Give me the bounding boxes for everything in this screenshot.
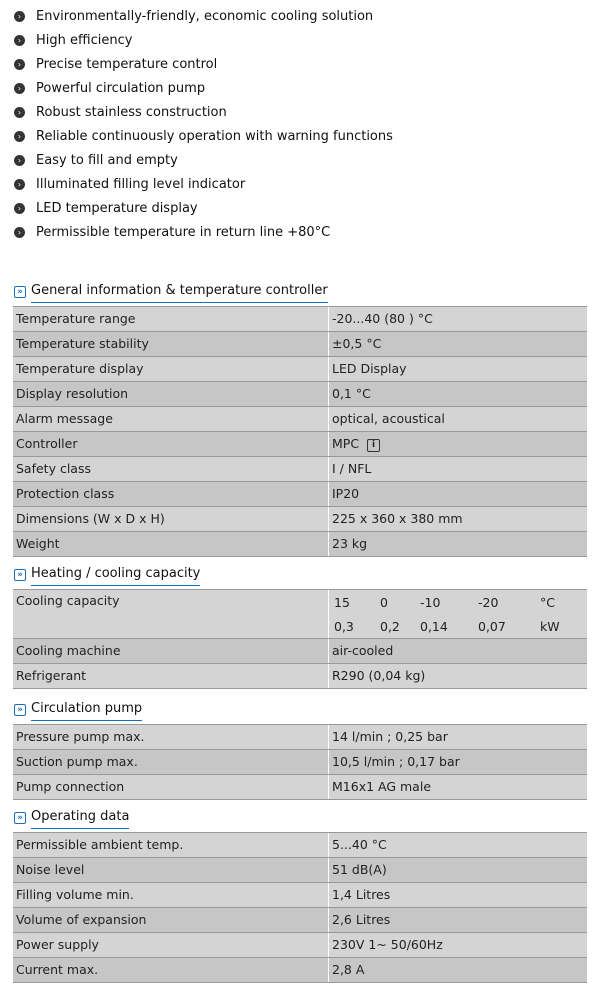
- feature-text: Easy to fill and empty: [36, 152, 178, 168]
- row-label: Temperature stability: [13, 332, 329, 356]
- table-row: [13, 532, 587, 557]
- section-title: Circulation pump: [31, 701, 142, 721]
- row-label: Cooling capacity: [13, 590, 329, 638]
- row-label: Temperature range: [13, 307, 329, 331]
- row-label: Current max.: [13, 958, 329, 982]
- capacity-temp: 0: [380, 595, 388, 610]
- circle-arrow-icon: ›: [14, 131, 25, 142]
- table-row: [13, 883, 587, 908]
- table-row: [13, 507, 587, 532]
- section-header[interactable]: [13, 699, 587, 721]
- row-value: -20...40 (80 ) °C: [332, 311, 433, 326]
- square-arrow-icon: »: [14, 704, 26, 716]
- circle-arrow-icon: ›: [14, 83, 25, 94]
- circle-arrow-icon: ›: [14, 35, 25, 46]
- table-row: [13, 750, 587, 775]
- feature-text: LED temperature display: [36, 200, 198, 216]
- row-label: Power supply: [13, 933, 329, 957]
- list-item: [14, 124, 584, 148]
- capacity-temp-unit: °C: [540, 595, 555, 610]
- list-item: [14, 52, 584, 76]
- row-label: Controller: [13, 432, 329, 456]
- row-label: Temperature display: [13, 357, 329, 381]
- row-label: Permissible ambient temp.: [13, 833, 329, 857]
- row-label: Volume of expansion: [13, 908, 329, 932]
- circle-arrow-icon: ›: [14, 107, 25, 118]
- table-row: [13, 382, 587, 407]
- circle-arrow-icon: ›: [14, 179, 25, 190]
- circle-arrow-icon: ›: [14, 227, 25, 238]
- capacity-temp: 15: [334, 595, 350, 610]
- section-header[interactable]: [13, 807, 587, 829]
- row-label: Cooling machine: [13, 639, 329, 663]
- table-row: [13, 590, 587, 639]
- spec-table: [13, 306, 587, 557]
- list-item: [14, 100, 584, 124]
- square-arrow-icon: »: [14, 812, 26, 824]
- row-label: Pump connection: [13, 775, 329, 799]
- feature-text: Illuminated filling level indicator: [36, 176, 246, 192]
- table-row: [13, 357, 587, 382]
- list-item: [14, 172, 584, 196]
- feature-text: Robust stainless construction: [36, 104, 227, 120]
- row-value: I / NFL: [332, 461, 372, 476]
- operating-data-section: [13, 807, 587, 983]
- spec-table: [13, 832, 587, 983]
- row-label: Weight: [13, 532, 329, 556]
- row-value-cell: [329, 432, 587, 456]
- feature-text: High efficiency: [36, 32, 133, 48]
- table-row: [13, 958, 587, 983]
- capacity-power: 0,07: [478, 619, 506, 634]
- table-row: [13, 432, 587, 457]
- row-value: 1,4 Litres: [332, 887, 391, 902]
- row-label: Suction pump max.: [13, 750, 329, 774]
- row-label: Protection class: [13, 482, 329, 506]
- row-value: 10,5 l/min ; 0,17 bar: [332, 754, 460, 769]
- row-value: 14 l/min ; 0,25 bar: [332, 729, 448, 744]
- capacity-power: 0,14: [420, 619, 448, 634]
- capacity-power: 0,3: [334, 619, 354, 634]
- table-row: [13, 725, 587, 750]
- table-row: [13, 457, 587, 482]
- feature-list: [14, 4, 584, 244]
- spec-table: [13, 724, 587, 800]
- table-row: [13, 833, 587, 858]
- row-label: Filling volume min.: [13, 883, 329, 907]
- row-value: 0,1 °C: [332, 386, 371, 401]
- capacity-powers: [329, 614, 587, 638]
- circle-arrow-icon: ›: [14, 155, 25, 166]
- row-label: Refrigerant: [13, 664, 329, 688]
- section-header[interactable]: [13, 564, 587, 586]
- row-label: Safety class: [13, 457, 329, 481]
- row-value: ±0,5 °C: [332, 336, 382, 351]
- section-title: General information & temperature controller: [31, 283, 328, 303]
- row-value: optical, acoustical: [332, 411, 445, 426]
- capacity-temp: -20: [478, 595, 499, 610]
- row-value: LED Display: [332, 361, 407, 376]
- table-row: [13, 307, 587, 332]
- info-icon[interactable]: i: [367, 439, 380, 452]
- row-label: Dimensions (W x D x H): [13, 507, 329, 531]
- circle-arrow-icon: ›: [14, 59, 25, 70]
- feature-text: Permissible temperature in return line +80°C: [36, 224, 331, 240]
- row-label: Display resolution: [13, 382, 329, 406]
- row-value: 5...40 °C: [332, 837, 387, 852]
- cooling-capacity-grid: [329, 590, 587, 638]
- row-value: 230V 1~ 50/60Hz: [332, 937, 443, 952]
- row-value: air-cooled: [332, 643, 394, 658]
- circulation-pump-section: [13, 699, 587, 800]
- list-item: [14, 76, 584, 100]
- table-row: [13, 664, 587, 689]
- list-item: [14, 196, 584, 220]
- row-value: 2,8 A: [332, 962, 365, 977]
- row-label: Noise level: [13, 858, 329, 882]
- table-row: [13, 407, 587, 432]
- circle-arrow-icon: ›: [14, 203, 25, 214]
- capacity-power: 0,2: [380, 619, 400, 634]
- row-value: R290 (0,04 kg): [332, 668, 426, 683]
- spec-table: [13, 589, 587, 689]
- feature-text: Precise temperature control: [36, 56, 218, 72]
- feature-text: Environmentally-friendly, economic cooling solution: [36, 8, 374, 24]
- list-item: [14, 28, 584, 52]
- table-row: [13, 482, 587, 507]
- list-item: [14, 148, 584, 172]
- row-value: 2,6 Litres: [332, 912, 391, 927]
- row-label: Pressure pump max.: [13, 725, 329, 749]
- general-info-section: [13, 281, 587, 557]
- row-value: 51 dB(A): [332, 862, 387, 877]
- capacity-power-unit: kW: [540, 619, 560, 634]
- feature-text: Powerful circulation pump: [36, 80, 206, 96]
- row-value: IP20: [332, 486, 360, 501]
- list-item: [14, 4, 584, 28]
- feature-text: Reliable continuously operation with warning functions: [36, 128, 393, 144]
- row-value: 225 x 360 x 380 mm: [332, 511, 463, 526]
- table-row: [13, 908, 587, 933]
- row-value: MPC: [332, 436, 360, 451]
- row-label: Alarm message: [13, 407, 329, 431]
- row-value: 23 kg: [332, 536, 368, 551]
- table-row: [13, 775, 587, 800]
- table-row: [13, 858, 587, 883]
- table-row: [13, 933, 587, 958]
- section-header[interactable]: [13, 281, 587, 303]
- circle-arrow-icon: ›: [14, 11, 25, 22]
- list-item: [14, 220, 584, 244]
- section-title: Heating / cooling capacity: [31, 566, 200, 586]
- capacity-temps: [329, 590, 587, 614]
- heating-cooling-section: [13, 564, 587, 689]
- section-title: Operating data: [31, 809, 129, 829]
- capacity-temp: -10: [420, 595, 441, 610]
- row-value: M16x1 AG male: [332, 779, 432, 794]
- square-arrow-icon: »: [14, 569, 26, 581]
- table-row: [13, 639, 587, 664]
- square-arrow-icon: »: [14, 286, 26, 298]
- table-row: [13, 332, 587, 357]
